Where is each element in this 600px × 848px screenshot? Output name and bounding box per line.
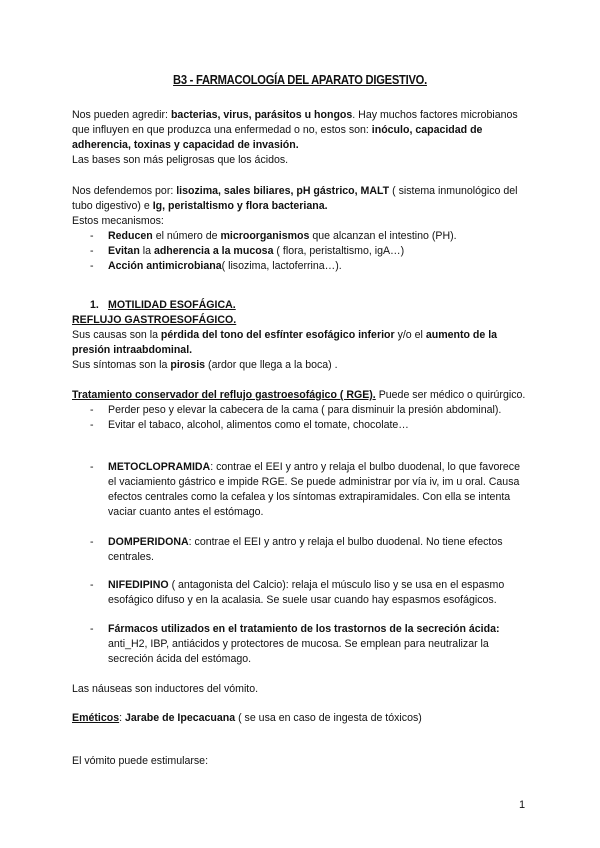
list-item: - Perder peso y elevar la cabecera de la cama ( para disminuir la presión abdominal). bbox=[72, 403, 530, 418]
item-text: ( lisozima, lactoferrina…). bbox=[221, 260, 342, 272]
mechanisms-list bbox=[72, 229, 530, 274]
treatment-section bbox=[72, 388, 530, 433]
intro-paragraph bbox=[72, 108, 530, 153]
section-heading bbox=[72, 298, 530, 313]
drug-name: NIFEDIPINO bbox=[108, 579, 169, 591]
list-item bbox=[72, 244, 530, 259]
causes-text: Sus causas son la bbox=[72, 329, 161, 341]
item-text: que alcanzan el intestino (PH). bbox=[309, 230, 457, 242]
list-item bbox=[72, 229, 530, 244]
item-text: ( flora, peristaltismo, igA…) bbox=[273, 245, 405, 257]
section-1 bbox=[72, 298, 530, 373]
emetics-text: ( se usa en caso de ingesta de tóxicos) bbox=[235, 712, 422, 724]
intro-bold: bacterias, virus, parásitos u hongos bbox=[170, 109, 353, 121]
list-item bbox=[72, 460, 530, 520]
drug-name: DOMPERIDONA bbox=[108, 536, 189, 548]
drug-item bbox=[72, 460, 530, 520]
symptoms-paragraph bbox=[72, 358, 530, 373]
treatment-heading: Tratamiento conservador del reflujo gastroesofágico ( RGE). bbox=[72, 389, 376, 401]
list-item bbox=[72, 578, 530, 608]
drug-text: : contrae el EEI y antro y relaja el bulbo duodenal. No tiene efectos centrales. bbox=[108, 536, 503, 563]
treatment-text: Puede ser médico o quirúrgico. bbox=[375, 389, 526, 401]
defense-section bbox=[72, 184, 530, 274]
section-subheading: REFLUJO GASTROESOFÁGICO. bbox=[72, 314, 237, 326]
list-item bbox=[72, 259, 530, 274]
nausea-line: Las náuseas son inductores del vómito. bbox=[72, 683, 259, 695]
drug-name: METOCLOPRAMIDA bbox=[108, 461, 211, 473]
drug-item bbox=[72, 622, 530, 667]
defense-text: Nos defendemos por: bbox=[72, 185, 177, 197]
emetics-sep: : bbox=[119, 712, 125, 724]
intro-section bbox=[72, 108, 530, 168]
intro-text: . Hay muchos factores microbianos que influyen en que produzca una enfermedad o no, estos son: bbox=[72, 109, 518, 136]
intro-bases: Las bases son más peligrosas que los ácidos. bbox=[72, 154, 289, 166]
defense-bold: Ig, peristaltismo y flora bacteriana. bbox=[152, 200, 328, 212]
causes-paragraph bbox=[72, 328, 530, 358]
treatment-paragraph bbox=[72, 388, 530, 403]
emetics-label: Eméticos bbox=[72, 712, 120, 724]
page-number: 1 bbox=[519, 799, 526, 811]
defense-bold: lisozima, sales biliares, pH gástrico, MALT bbox=[176, 185, 390, 197]
intro-bold: inóculo, capacidad de adherencia, toxinas y capacidad de invasión. bbox=[72, 124, 483, 151]
section-number: 1. bbox=[90, 299, 99, 311]
drug-text: anti_H2, IBP, antiácidos y protectores de mucosa. Se emplean para neutralizar la secreción ácida del estómago. bbox=[108, 638, 489, 665]
drug-item bbox=[72, 535, 530, 565]
causes-bold: pérdida del tono del esfínter esofágico inferior bbox=[160, 329, 395, 341]
symptoms-text: Sus síntomas son la bbox=[72, 359, 171, 371]
item-bold: adherencia a la mucosa bbox=[153, 245, 274, 257]
symptoms-text: (ardor que llega a la boca) . bbox=[205, 359, 338, 371]
intro-text: Nos pueden agredir: bbox=[72, 109, 171, 121]
drug-item bbox=[72, 578, 530, 608]
list-item bbox=[72, 535, 530, 565]
causes-text: y/o el bbox=[394, 329, 426, 341]
page-title: B3 - FARMACOLOGÍA DEL APARATO DIGESTIVO. bbox=[173, 72, 427, 87]
drug-text: ( antagonista del Calcio): relaja el músculo liso y se usa en el espasmo esofágico difuso y en la acalasia. Se suele usar cuando hay espasmos esofágicos. bbox=[108, 579, 505, 606]
item-bold: Acción antimicrobiana bbox=[108, 260, 222, 272]
drug-text: : contrae el EEI y antro y relaja el bulbo duodenal, lo que favorece el vaciamiento gástrico e impide RGE. Se puede administrar por vía iv, im u oral. Causa efectos centrales como la cefalea y los síntomas extrapiramidales. Con ella se intenta vaciar cuanto antes el estómago. bbox=[108, 461, 520, 518]
symptoms-bold: pirosis bbox=[170, 359, 206, 371]
defense-text: ( sistema inmunológico del tubo digestivo) e bbox=[72, 185, 518, 212]
defense-paragraph bbox=[72, 184, 530, 214]
item-text: el número de bbox=[152, 230, 221, 242]
item-bold: Evitan bbox=[108, 245, 140, 257]
item-text: la bbox=[139, 245, 154, 257]
vomit-line: El vómito puede estimularse: bbox=[72, 755, 209, 767]
list-item bbox=[72, 622, 530, 667]
treatment-list bbox=[72, 403, 530, 433]
emetics-line bbox=[72, 711, 530, 726]
drug-name: Fármacos utilizados en el tratamiento de los trastornos de la secreción ácida: bbox=[108, 623, 500, 635]
section-heading-text: MOTILIDAD ESOFÁGICA. bbox=[108, 299, 236, 311]
emetics-drug: Jarabe de Ipecacuana bbox=[125, 712, 236, 724]
mechanisms-label: Estos mecanismos: bbox=[72, 215, 164, 227]
item-bold: microorganismos bbox=[220, 230, 310, 242]
item-bold: Reducen bbox=[108, 230, 153, 242]
list-item: - Evitar el tabaco, alcohol, alimentos como el tomate, chocolate… bbox=[72, 418, 530, 433]
causes-bold: aumento de la presión intraabdominal. bbox=[72, 329, 498, 356]
